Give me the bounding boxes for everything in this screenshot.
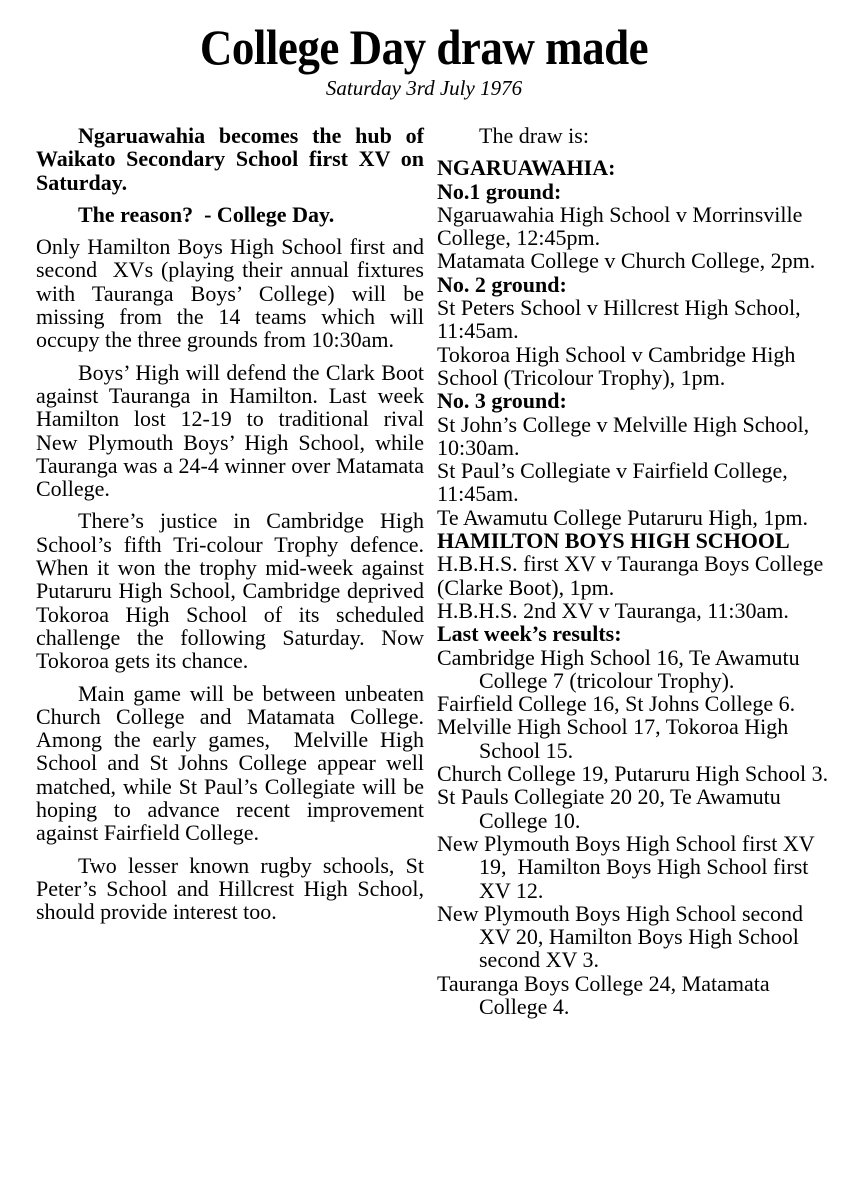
draw-fixture: St John’s College v Melville High School, 10:30am. — [437, 411, 810, 460]
page-subtitle: Saturday 3rd July 1976 — [325, 76, 523, 100]
lead-paragraph: Ngaruawahia becomes the hub of Waikato Secondary School first XV on Saturday. — [36, 123, 424, 195]
result-item: Tauranga Boys College 24, Matamata College 4. — [437, 970, 770, 1019]
result-item: St Pauls Collegiate 20 20, Te Awamutu College 10. — [437, 784, 781, 833]
draw-fixture: St Paul’s Collegiate v Fairfield College, 11:45am. — [437, 458, 788, 507]
ground-heading: No. 2 ground: — [437, 271, 567, 297]
body-paragraph: Only Hamilton Boys High School first and second XVs (playing their annual fixtures with Tauranga Boys’ College) will be missing from the 14 teams which will occupy the three grounds from 10:30am. — [36, 234, 424, 353]
draw-intro: The draw is: — [479, 123, 589, 148]
draw-column — [437, 124, 837, 1018]
draw-heading: NGARUAWAHIA: — [437, 155, 616, 181]
hbhs-fixture: H.B.H.S. first XV v Tauranga Boys College (Clarke Boot), 1pm. — [437, 551, 824, 600]
draw-fixture: Te Awamutu College Putaruru High, 1pm. — [437, 504, 809, 530]
draw-fixture: Ngaruawahia High School v Morrinsville College, 12:45pm. — [437, 201, 803, 251]
result-item: Fairfield College 16, St Johns College 6. — [437, 691, 796, 717]
result-item: Church College 19, Putaruru High School 3. — [437, 761, 829, 787]
body-paragraph: Boys’ High will defend the Clark Boot against Tauranga in Hamilton. Last week Hamilton lost 12-19 to traditional rival New Plymouth Boys’ High School, while Tauranga was a 24-4 winner over Matamata College. — [36, 359, 424, 502]
result-item: New Plymouth Boys High School first XV 19, Hamilton Boys High School first XV 12. — [437, 830, 815, 903]
reason-paragraph: The reason? - College Day. — [78, 201, 335, 227]
page-title: College Day draw made — [199, 19, 649, 75]
draw-fixture: Matamata College v Church College, 2pm. — [437, 248, 816, 274]
result-item: Cambridge High School 16, Te Awamutu College 7 (tricolour Trophy). — [437, 644, 800, 693]
result-item: New Plymouth Boys High School second XV 20, Hamilton Boys High School second XV 3. — [437, 900, 804, 973]
hbhs-heading: HAMILTON BOYS HIGH SCHOOL — [437, 528, 790, 554]
draw-fixture: St Peters School v Hillcrest High School, 11:45am. — [437, 295, 801, 344]
article-column — [36, 124, 424, 933]
results-heading: Last week’s results: — [437, 621, 622, 647]
body-paragraph: Two lesser known rugby schools, St Peter’s School and Hillcrest High School, should provide interest too. — [36, 852, 424, 925]
ground-heading: No. 3 ground: — [437, 388, 567, 414]
ground-heading: No.1 ground: — [437, 178, 562, 204]
draw-fixture: Tokoroa High School v Cambridge High School (Tricolour Trophy), 1pm. — [437, 341, 796, 390]
body-paragraph: Main game will be between unbeaten Church College and Matamata College. Among the early games, Melville High School and St Johns College appear well matched, while St Paul’s Collegiate will be hoping to advance recent improvement against Fairfield College. — [36, 680, 424, 846]
article-body — [36, 124, 848, 1018]
hbhs-fixture: H.B.H.S. 2nd XV v Tauranga, 11:30am. — [437, 597, 789, 623]
body-paragraph: There’s justice in Cambridge High School’s fifth Tri-colour Trophy defence. When it won the trophy mid-week against Putaruru High School, Cambridge deprived Tokoroa High School of its scheduled challenge the following Saturday. Now Tokoroa gets its chance. — [36, 508, 424, 674]
result-item: Melville High School 17, Tokoroa High School 15. — [437, 714, 789, 763]
